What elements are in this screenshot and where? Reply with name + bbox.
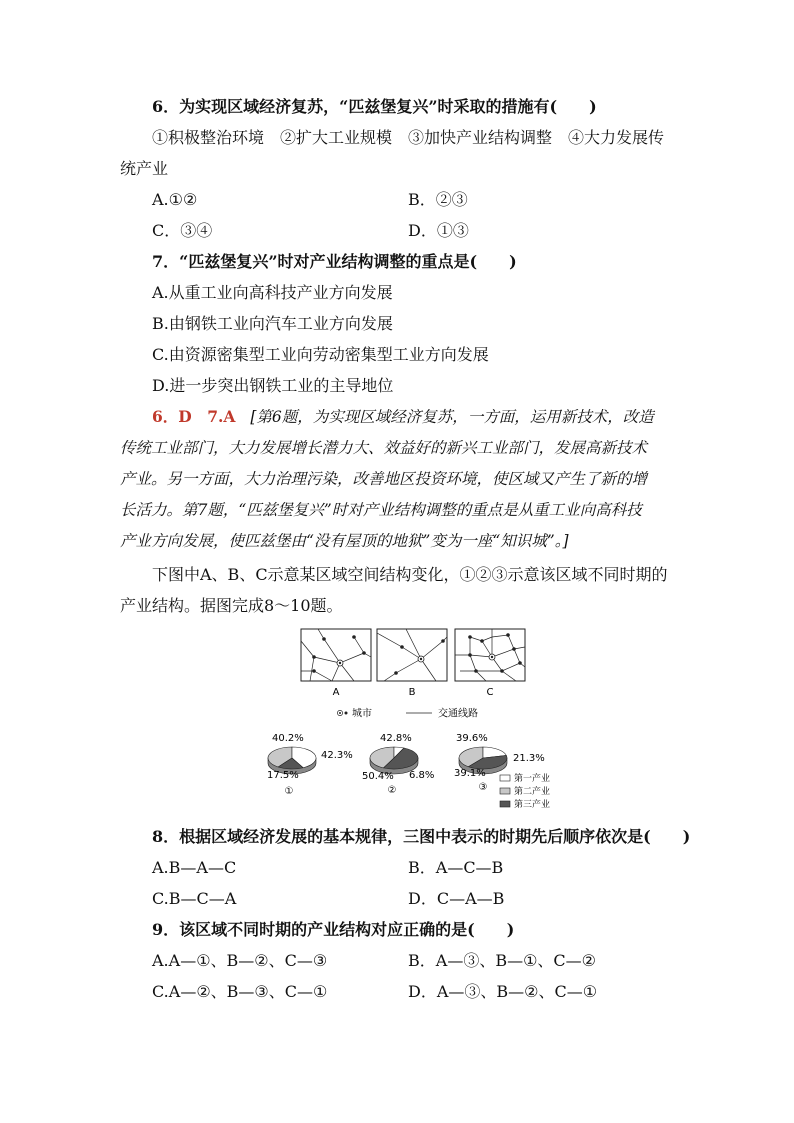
pie3-secondary-label: 39.6% xyxy=(456,733,488,744)
answer-line-5: 产业方向发展，使匹兹堡由“没有屋顶的地狱”变为一座“知识城”。] xyxy=(120,532,569,550)
pie2-tertiary-label: 50.4% xyxy=(362,771,394,782)
legend-road-label: 交通线路 xyxy=(438,708,478,720)
q6-option-b: B．②③ xyxy=(408,190,468,209)
figure-svg xyxy=(267,627,576,817)
answer-line-1 xyxy=(152,406,654,428)
q9-stem: 9．该区域不同时期的产业结构对应正确的是( ) xyxy=(152,920,515,939)
q7-option-b: B.由钢铁工业向汽车工业方向发展 xyxy=(152,314,393,333)
q6-option-c: C．③④ xyxy=(152,221,213,240)
q8-option-c: C.B—C—A xyxy=(152,889,237,908)
q8-option-d: D．C—A—B xyxy=(408,889,505,908)
answer-line-3: 产业。另一方面，大力治理污染，改善地区投资环境，使区域又产生了新的增 xyxy=(120,470,648,488)
q7-stem: 7．“匹兹堡复兴”时对产业结构调整的重点是( ) xyxy=(152,252,517,271)
map-a xyxy=(301,629,371,681)
legend-tertiary: 第三产业 xyxy=(514,800,551,810)
pie2-label: ② xyxy=(387,785,397,796)
q7-option-a: A.从重工业向高科技产业方向发展 xyxy=(152,283,393,302)
pie1-primary-label: 42.3% xyxy=(321,750,353,761)
pie-legend xyxy=(500,772,550,810)
legend-primary: 第一产业 xyxy=(514,774,551,784)
answer-line-4: 长活力。第7题，“匹兹堡复兴”时对产业结构调整的重点是从重工业向高科技 xyxy=(120,501,642,519)
map-legend xyxy=(337,707,478,720)
answer-key: 6．D 7.A xyxy=(152,407,236,426)
pie3-primary-label: 21.3% xyxy=(513,753,545,764)
pie1-secondary-label: 40.2% xyxy=(272,733,304,744)
q6-stem: 6．为实现区域经济复苏，“匹兹堡复兴”时采取的措施有( ) xyxy=(152,97,597,116)
pie2-primary-label: 6.8% xyxy=(409,770,435,781)
answer-line-2: 传统工业部门，大力发展增长潜力大、效益好的新兴工业部门，发展高新技术 xyxy=(120,439,648,457)
map-label-b: B xyxy=(408,687,416,698)
map-b xyxy=(377,629,447,681)
primary-swatch-icon xyxy=(500,775,510,781)
spatial-structure-figure xyxy=(267,627,576,817)
q6-option-a: A.①② xyxy=(152,190,198,209)
answer-explanation-1: [第6题，为实现区域经济复苏，一方面，运用新技术，改造 xyxy=(250,408,654,426)
q6-items-cont: 统产业 xyxy=(120,159,169,178)
pie2-secondary-label: 42.8% xyxy=(380,733,412,744)
map-label-c: C xyxy=(486,687,494,698)
legend-city-label: 城市 xyxy=(352,708,372,720)
intro-line-1: 下图中A、B、C示意某区域空间结构变化，①②③示意该区域不同时期的 xyxy=(152,565,668,584)
q9-option-a: A.A—①、B—②、C—③ xyxy=(152,951,328,970)
q9-option-c: C.A—②、B—③、C—① xyxy=(152,982,328,1001)
q8-option-b: B．A—C—B xyxy=(408,858,504,877)
legend-secondary: 第二产业 xyxy=(514,787,551,797)
q9-option-d: D．A—③、B—②、C—① xyxy=(408,982,598,1001)
q8-stem: 8．根据区域经济发展的基本规律，三图中表示的时期先后顺序依次是( ) xyxy=(152,827,691,846)
q8-option-a: A.B—A—C xyxy=(152,858,237,877)
map-c xyxy=(455,629,525,681)
q7-option-d: D.进一步突出钢铁工业的主导地位 xyxy=(152,376,394,395)
q6-option-d: D．①③ xyxy=(408,221,469,240)
pie3-label: ③ xyxy=(478,782,488,793)
intro-line-2: 产业结构。据图完成8～10题。 xyxy=(120,596,343,615)
pie1-tertiary-label: 17.5% xyxy=(267,770,299,781)
q7-option-c: C.由资源密集型工业向劳动密集型工业方向发展 xyxy=(152,345,489,364)
pie1-label: ① xyxy=(284,786,294,797)
tertiary-swatch-icon xyxy=(500,801,510,807)
q6-items: ①积极整治环境 ②扩大工业规模 ③加快产业结构调整 ④大力发展传 xyxy=(152,128,665,147)
pie3-tertiary-label: 39.1% xyxy=(454,768,486,779)
map-label-a: A xyxy=(332,687,340,698)
secondary-swatch-icon xyxy=(500,788,510,794)
q9-option-b: B．A—③、B—①、C—② xyxy=(408,951,597,970)
